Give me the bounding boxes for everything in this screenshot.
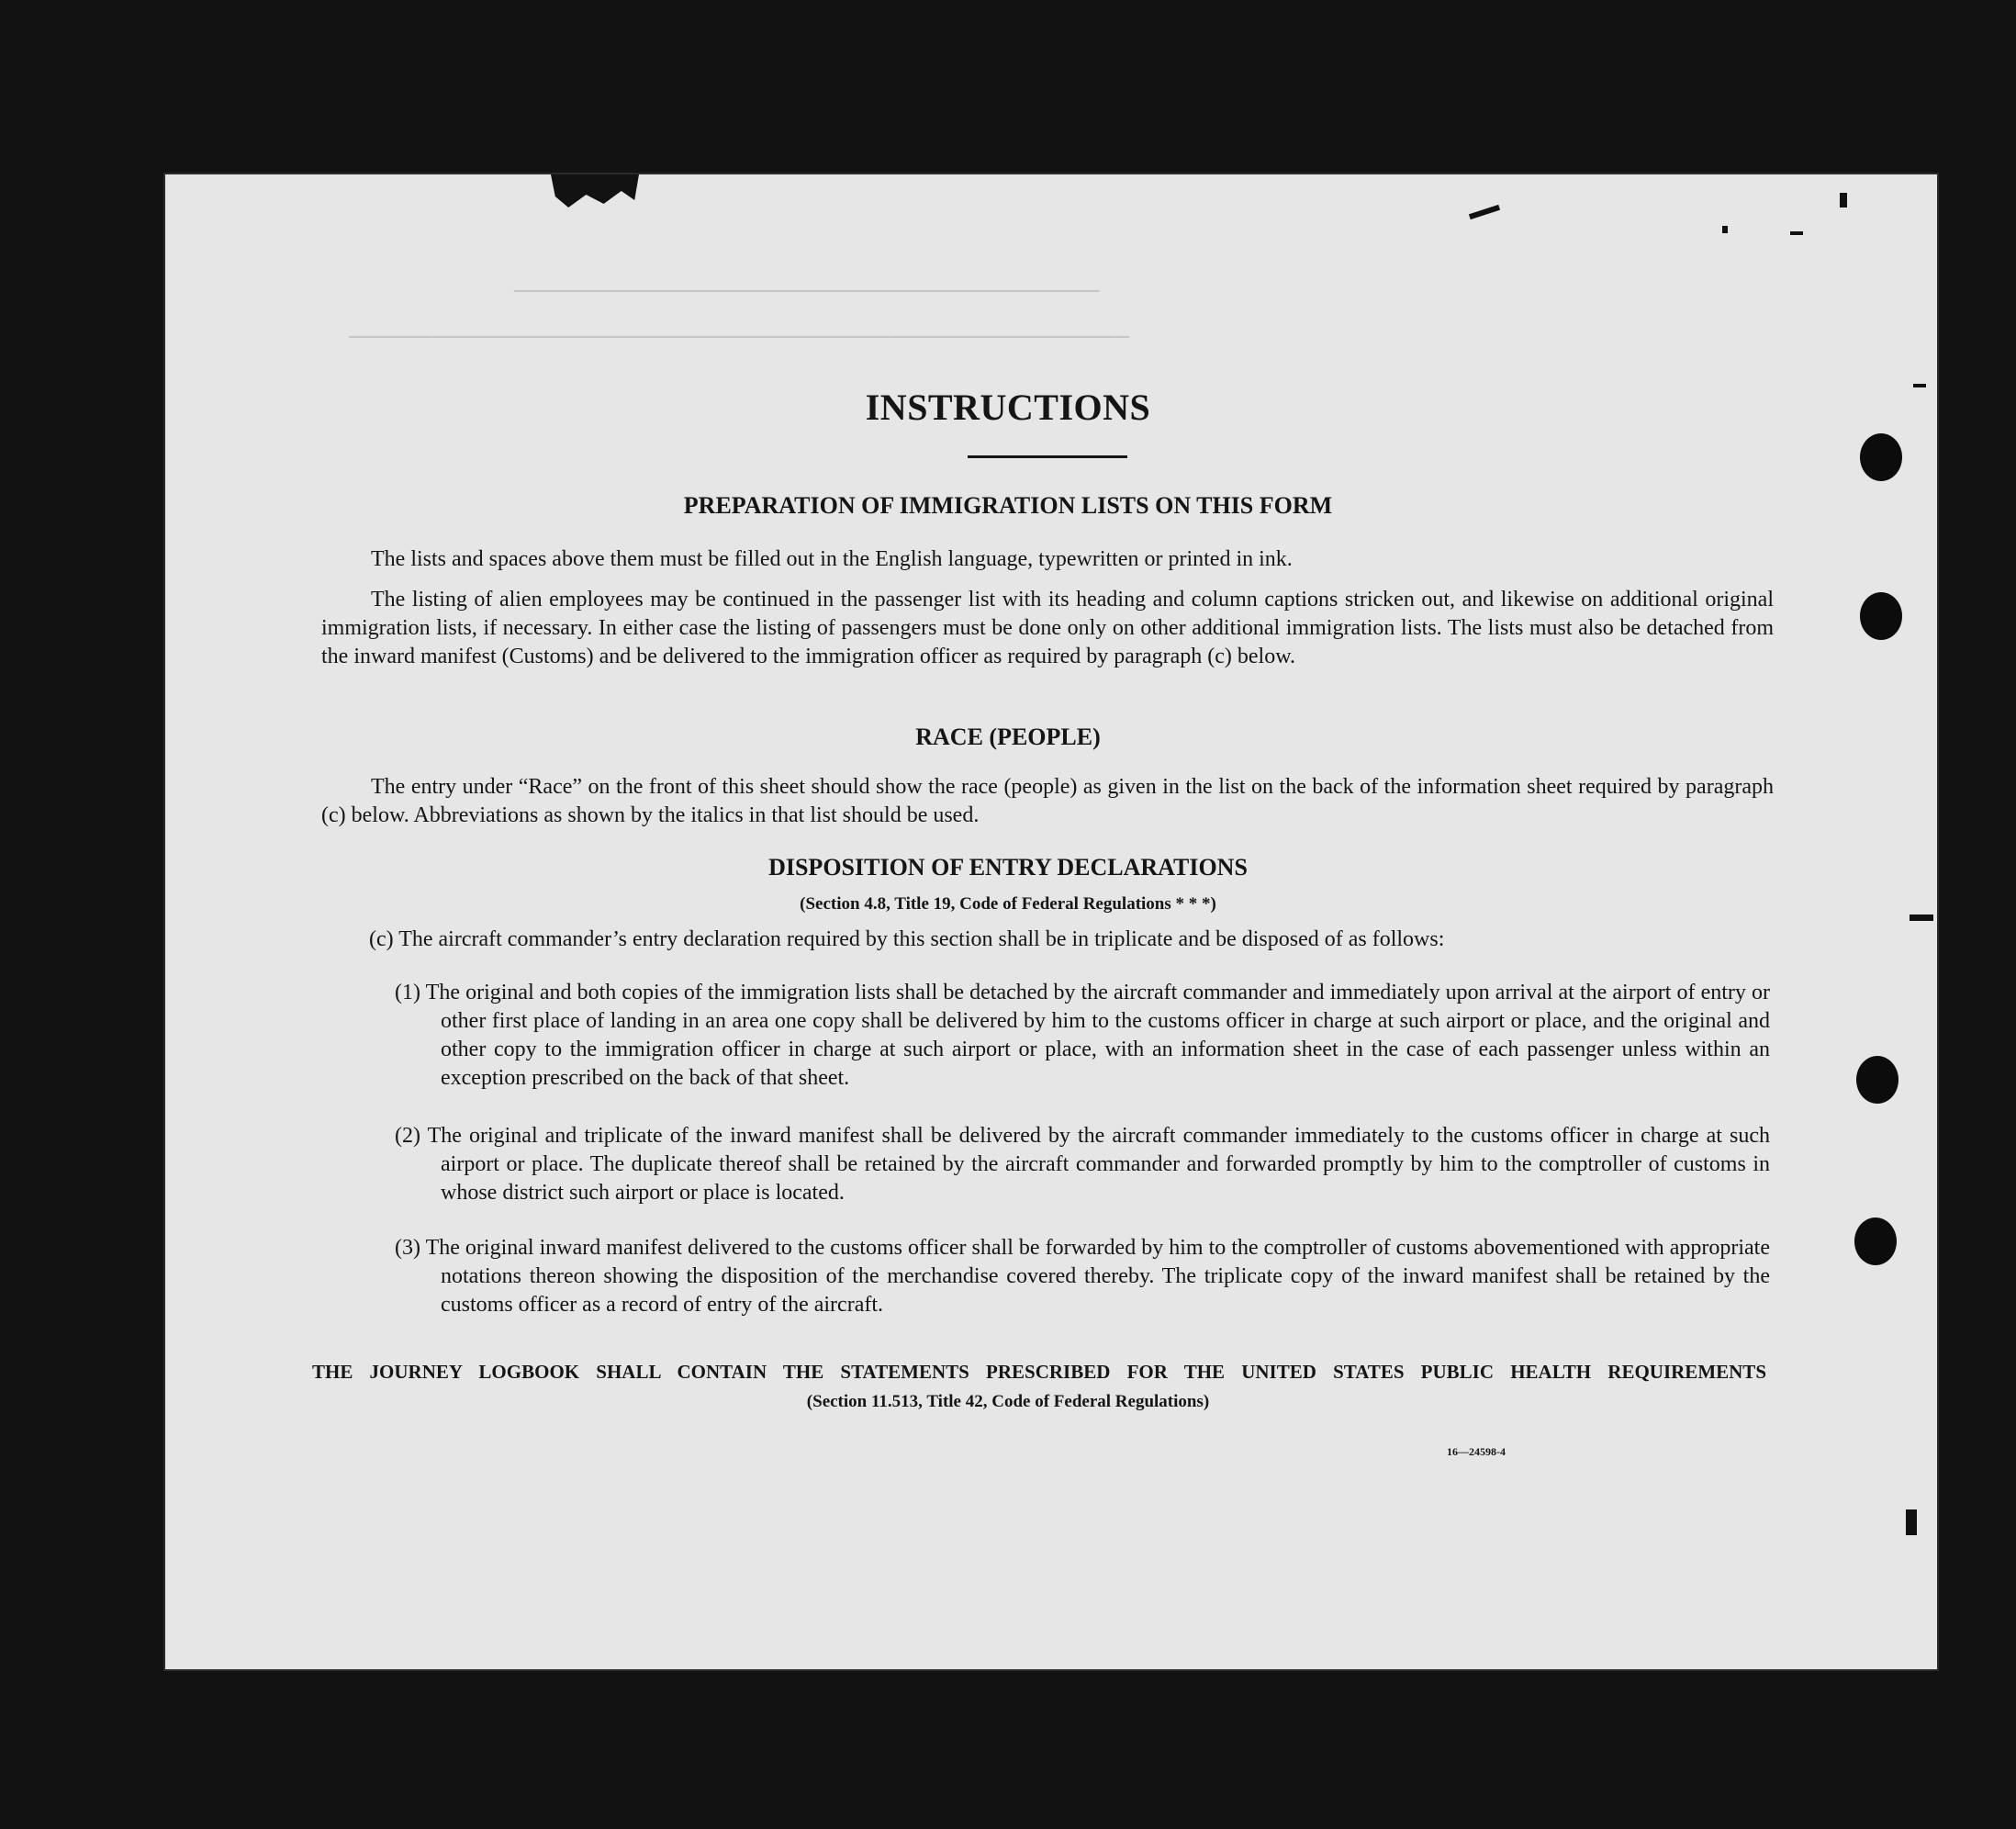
race-paragraph: The entry under “Race” on the front of this sheet should show the race (people) as given in the list on the back of the information sheet required by paragraph (c) below. Abbreviations as shown by the italics in that list should be used. <box>321 775 1774 827</box>
heading-disposition: DISPOSITION OF ENTRY DECLARATIONS <box>768 854 1248 881</box>
ink-speck <box>1906 1509 1917 1535</box>
title-underline <box>968 455 1127 458</box>
preparation-paragraph-1: The lists and spaces above them must be filled out in the English language, typewritten or printed in ink. <box>371 547 1293 571</box>
heading-preparation: PREPARATION OF IMMIGRATION LISTS ON THIS FORM <box>683 492 1333 519</box>
disposition-item-1: (1) The original and both copies of the immigration lists shall be detached by the aircraft commander and immediately upon arrival at the airport of entry or other first place of landing in an area one copy shall be delivered by him to the customs officer in charge at such airport or place, and the original and other copy to the immigration officer in charge at such airport or place, with an information sheet in the case of each passenger unless within an exception prescribed on the back of that sheet. <box>395 981 1770 1090</box>
punch-hole <box>1854 1217 1897 1265</box>
heading-race: RACE (PEOPLE) <box>915 724 1101 750</box>
punch-hole <box>1856 1056 1898 1104</box>
punch-hole <box>1860 592 1902 640</box>
form-number: 16—24598-4 <box>1447 1445 1506 1458</box>
ink-speck <box>1722 226 1728 233</box>
bleed-through-text: ────────────────────────────── <box>514 275 1100 306</box>
disposition-intro: (c) The aircraft commander’s entry declaration required by this section shall be in triplicate and be disposed of as follows: <box>369 927 1445 951</box>
bleed-through-text: ──────────────────────────────────────── <box>349 321 1130 352</box>
disposition-citation: (Section 4.8, Title 19, Code of Federal Regulations * * *) <box>800 894 1216 914</box>
page-title: INSTRUCTIONS <box>865 387 1151 428</box>
health-requirements-statement: THE JOURNEY LOGBOOK SHALL CONTAIN THE STATEMENTS PRESCRIBED FOR THE UNITED STATES PUBLIC HEALTH REQUIREMENTS <box>312 1361 1766 1383</box>
ink-speck <box>1840 193 1847 208</box>
preparation-paragraph-2: The listing of alien employees may be continued in the passenger list with its heading and column captions stricken out, and likewise on additional original immigration lists, if necessary. In either case the listing of passengers must be done only on other additional immigration lists. The lists must also be detached from the inward manifest (Customs) and be delivered to the immigration officer as required by paragraph (c) below. <box>321 588 1774 668</box>
punch-hole <box>1860 433 1902 481</box>
disposition-item-2: (2) The original and triplicate of the inward manifest shall be delivered by the aircraft commander immediately to the customs officer in charge at such airport or place. The duplicate thereof shall be retained by the aircraft commander and forwarded promptly by him to the comptroller of customs in whose district such airport or place is located. <box>395 1124 1770 1205</box>
health-requirements-citation: (Section 11.513, Title 42, Code of Federal Regulations) <box>806 1392 1210 1411</box>
ink-speck <box>1790 231 1803 235</box>
ink-speck <box>1910 914 1933 921</box>
disposition-item-3: (3) The original inward manifest delivered to the customs officer shall be forwarded by him to the comptroller of customs abovementioned with appropriate notations thereon showing the disposition of the merchandise covered thereby. The triplicate copy of the inward manifest shall be retained by the customs officer as a record of entry of the aircraft. <box>395 1236 1770 1317</box>
